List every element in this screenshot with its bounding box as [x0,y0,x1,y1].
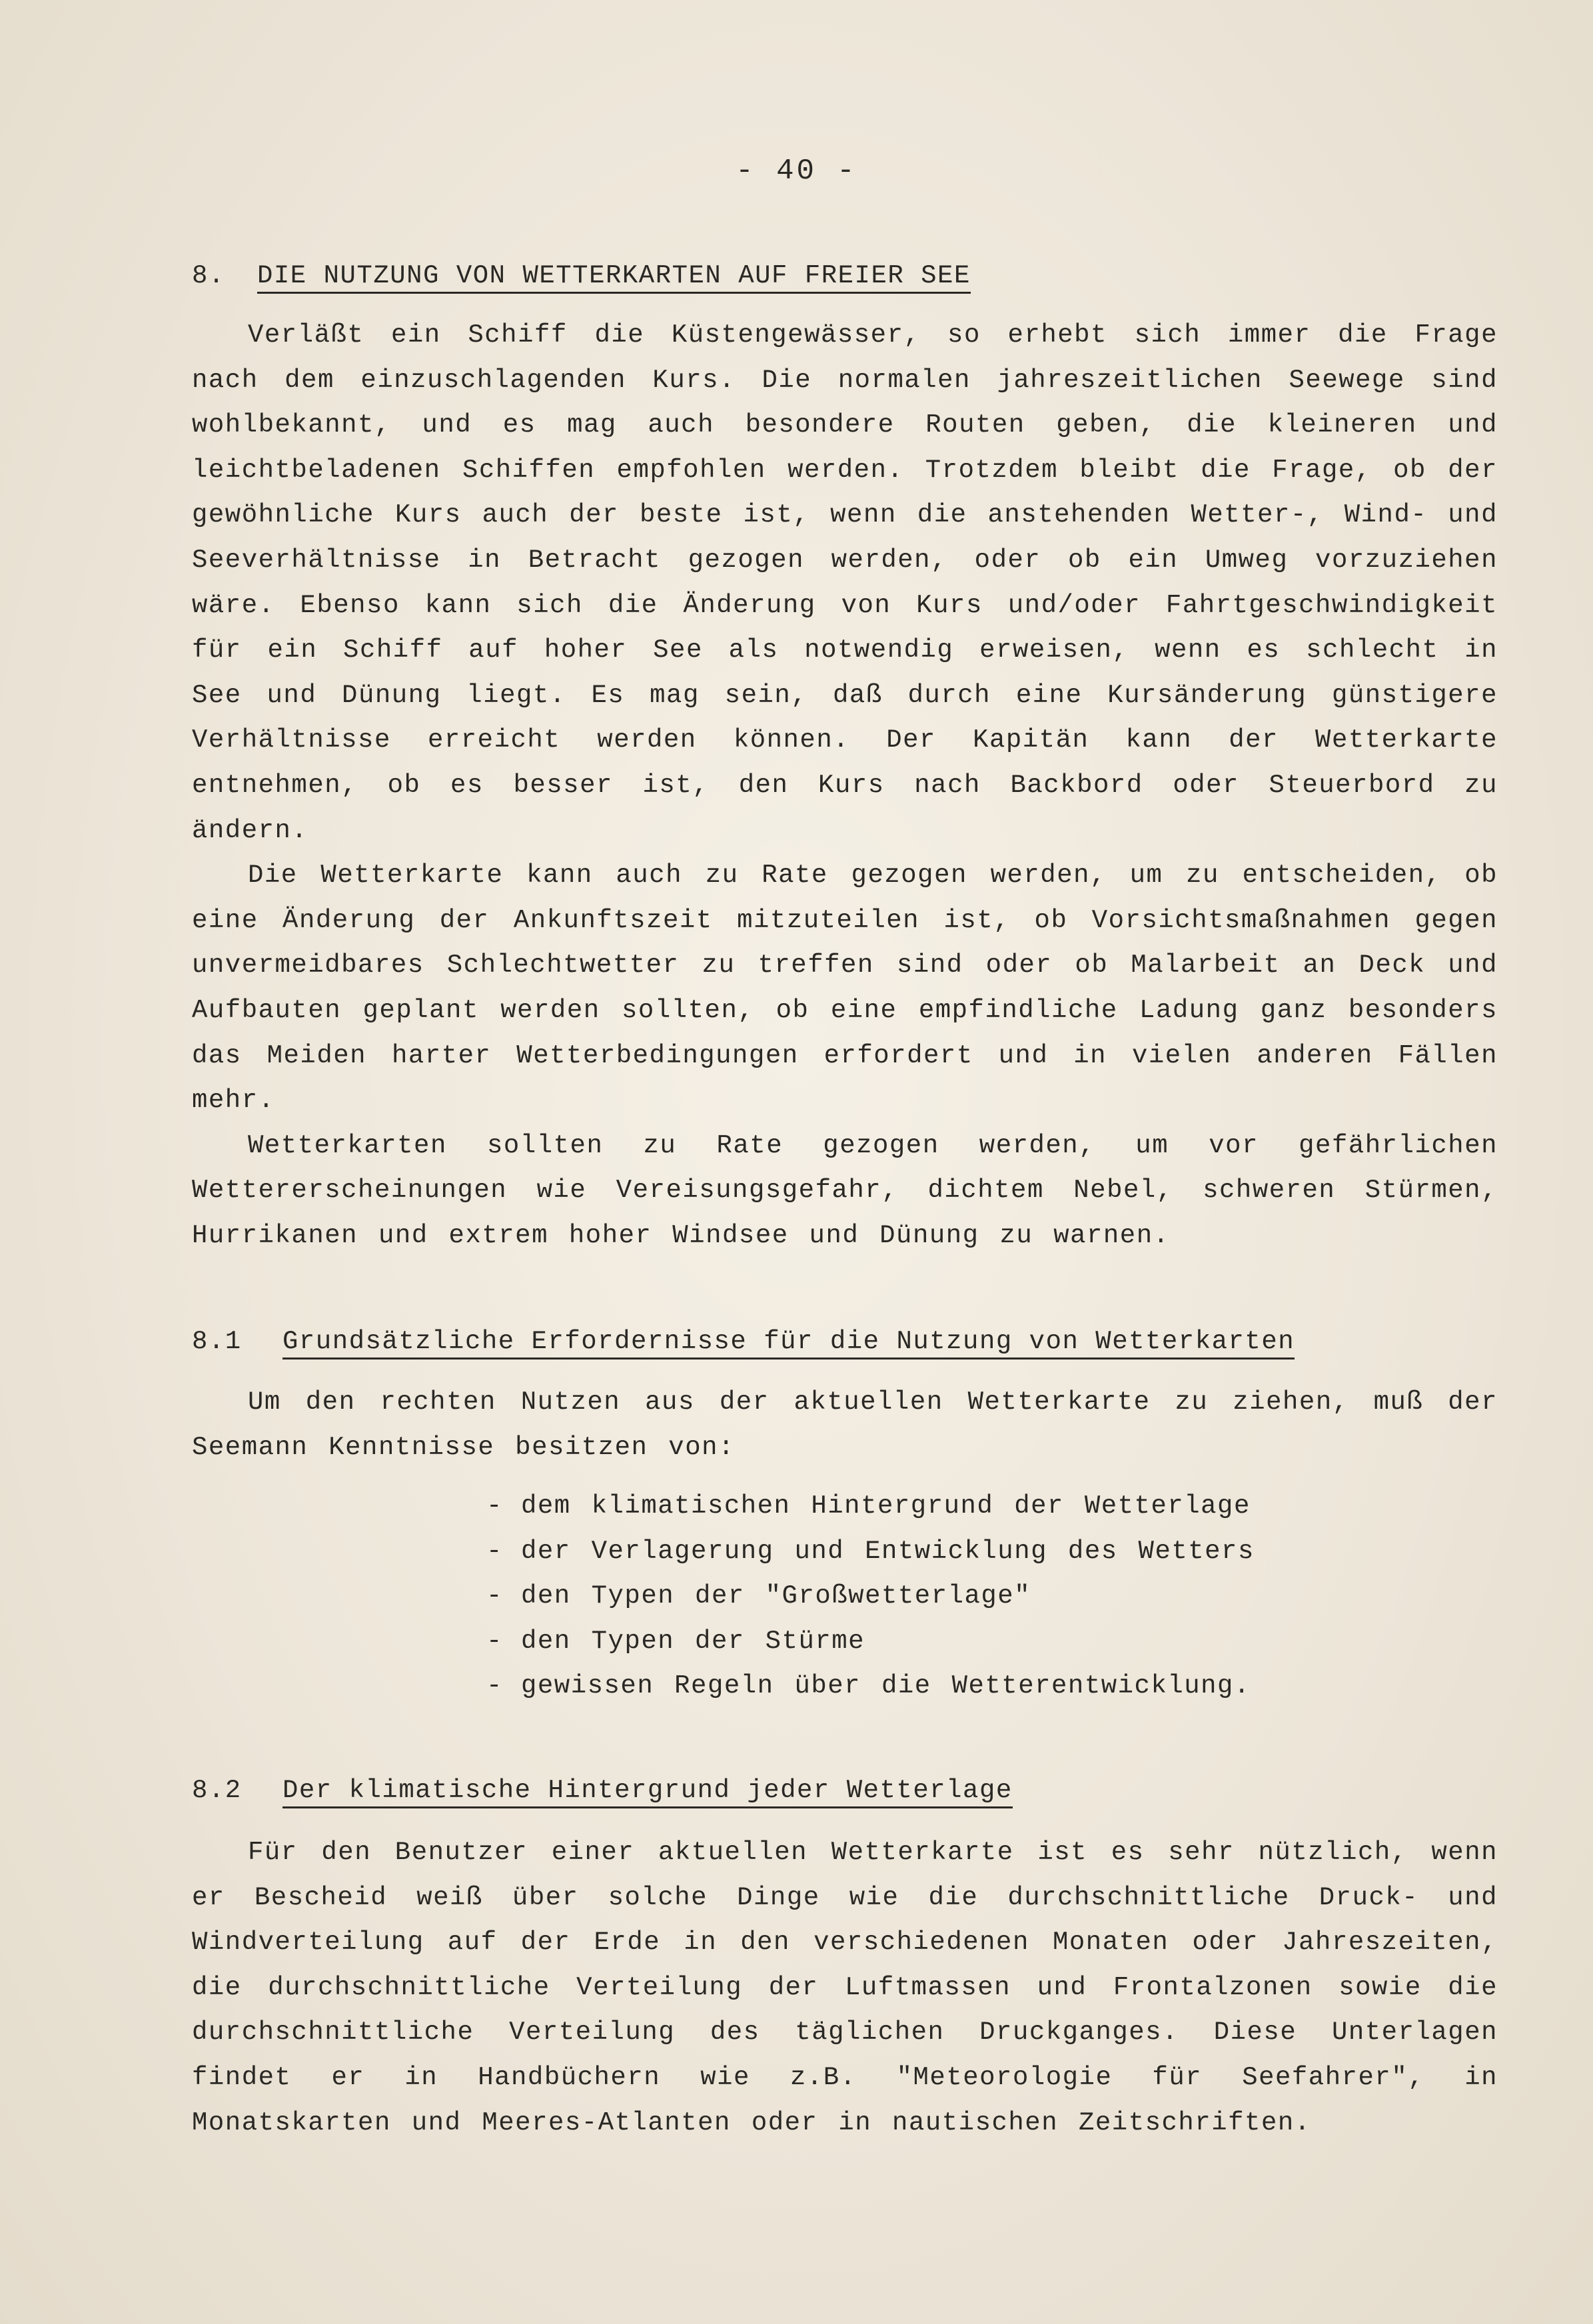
list-item: - gewissen Regeln über die Wetterentwicklung. [486,1664,1255,1709]
section-8-1-body [192,1380,1498,1470]
list-item: - der Verlagerung und Entwicklung des Wetters [486,1529,1255,1575]
list-marker: - [486,1581,503,1611]
list-marker: - [486,1491,503,1521]
section-8-paragraph-3: Wetterkarten sollten zu Rate gezogen werden, um vor gefährlichen Wettererscheinungen wie Vereisungsgefahr, dichtem Nebel, schweren Stürmen, Hurrikanen und extrem hoher Windsee und Dünung zu warnen. [192,1130,1498,1250]
section-8-2-number: 8.2 [192,1776,242,1805]
knowledge-list [486,1484,1255,1709]
section-8-number: 8. [192,261,225,290]
section-8-title: DIE NUTZUNG VON WETTERKARTEN AUF FREIER SEE [257,261,971,294]
section-8-2-title: Der klimatische Hintergrund jeder Wetterlage [282,1776,1013,1808]
section-8-1-heading [192,1327,1295,1359]
page-number: - 40 - [736,155,857,188]
section-8-1-number: 8.1 [192,1327,242,1356]
list-marker: - [486,1536,503,1566]
section-8-paragraph-1: Verläßt ein Schiff die Küstengewässer, so erhebt sich immer die Frage nach dem einzuschlagenden Kurs. Die normalen jahreszeitlichen Seewege sind wohlbekannt, und es mag auch besondere Routen geben, die kleineren und leichtbeladenen Schiffen empfohlen werden. Trotzdem bleibt die Frage, ob der gewöhnliche Kurs auch der beste ist, wenn die anstehenden Wetter-, Wind- und Seeverhältnisse in Betracht gezogen werden, oder ob ein Umweg vorzuziehen wäre. Ebenso kann sich die Änderung von Kurs und/oder Fahrtgeschwindigkeit für ein Schiff auf hoher See als notwendig erweisen, wenn es schlecht in See und Dünung liegt. Es mag sein, daß durch eine Kursänderung günstigere Verhältnisse erreicht werden können. Der Kapitän kann der Wetterkarte entnehmen, ob es besser ist, den Kurs nach Backbord oder Steuerbord zu ändern. [192,320,1498,845]
section-8-paragraph-2: Die Wetterkarte kann auch zu Rate gezogen werden, um zu entscheiden, ob eine Änderung der Ankunftszeit mitzuteilen ist, ob Vorsichtsmaßnahmen gegen unvermeidbares Schlechtwetter zu treffen sind oder ob Malarbeit an Deck und Aufbauten geplant werden sollten, ob eine empfindliche Ladung ganz besonders das Meiden harter Wetterbedingungen erfordert und in vielen anderen Fällen mehr. [192,861,1498,1116]
section-8-body [192,313,1498,1258]
section-8-2-heading [192,1776,1013,1808]
section-8-2-paragraph: Für den Benutzer einer aktuellen Wetterkarte ist es sehr nützlich, wenn er Bescheid weiß über solche Dinge wie die durchschnittliche Druck- und Windverteilung auf der Erde in den verschiedenen Monaten oder Jahreszeiten, die durchschnittliche Verteilung der Luftmassen und Frontalzonen sowie die durchschnittliche Verteilung des täglichen Druckganges. Diese Unterlagen findet er in Handbüchern wie z.B. "Meteorologie für Seefahrer", in Monatskarten und Meeres-Atlanten oder in nautischen Zeitschriften. [192,1838,1498,2137]
list-item: - den Typen der "Großwetterlage" [486,1574,1255,1619]
list-item: - dem klimatischen Hintergrund der Wetterlage [486,1484,1255,1529]
list-marker: - [486,1626,503,1656]
list-marker: - [486,1671,503,1701]
section-8-1-intro: Um den rechten Nutzen aus der aktuellen Wetterkarte zu ziehen, muß der Seemann Kenntnisse besitzen von: [192,1387,1498,1462]
list-item: - den Typen der Stürme [486,1619,1255,1665]
section-8-2-body [192,1830,1498,2145]
section-8-1-title: Grundsätzliche Erfordernisse für die Nutzung von Wetterkarten [282,1327,1295,1359]
section-8-heading [192,261,971,294]
